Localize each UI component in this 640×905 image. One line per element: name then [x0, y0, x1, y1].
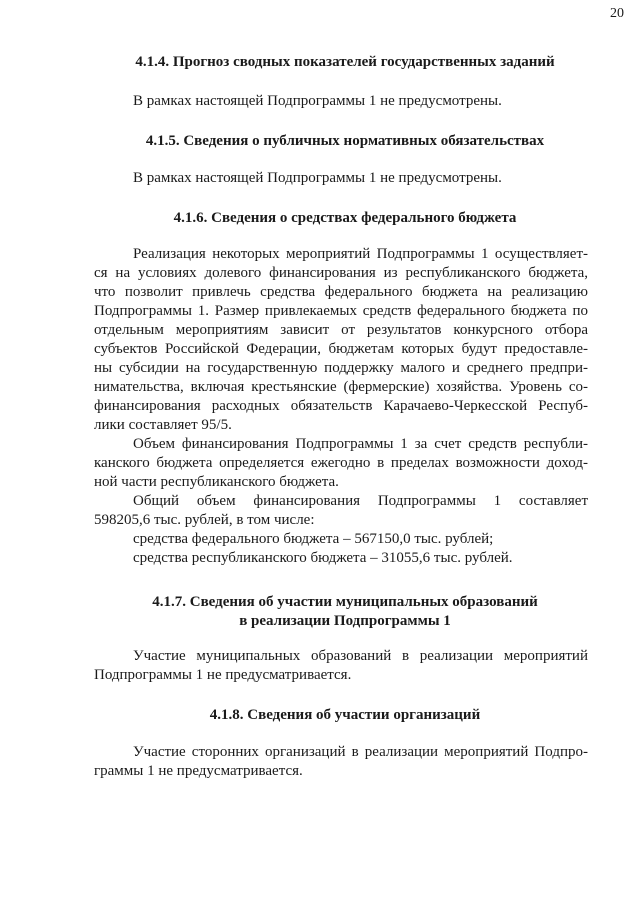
paragraph-line: отдельным мероприятиям зависит от результатов конкурсного отбора — [94, 322, 588, 338]
paragraph-line: ся на условиях долевого финансирования из республиканского бюджета, — [94, 265, 588, 281]
page-number: 20 — [610, 6, 624, 21]
heading-4-1-7-line2: в реализации Подпрограммы 1 — [239, 613, 451, 629]
paragraph-line: Подпрограммы 1. Размер привлекаемых средств федерального бюджета по — [94, 303, 588, 319]
paragraph-line: Общий объем финансирования Подпрограммы 1 составляет — [133, 493, 588, 509]
paragraph-line: ной части республиканского бюджета. — [94, 474, 339, 490]
text-4-1-7-line: Подпрограммы 1 не предусматривается. — [94, 667, 352, 683]
heading-4-1-8: 4.1.8. Сведения об участии организаций — [209, 707, 481, 723]
federal-budget-line: средства федерального бюджета – 567150,0 тыс. рублей; — [133, 531, 494, 547]
paragraph-line: лики составляет 95/5. — [94, 417, 232, 433]
paragraph-line: Объем финансирования Подпрограммы 1 за счет средств республи- — [133, 436, 588, 452]
paragraph-line: нимательства, включая крестьянские (фермерские) хозяйства. Уровень со- — [94, 379, 588, 395]
paragraph-line: финансирования расходных обязательств Карачаево-Черкесской Респуб- — [94, 398, 588, 414]
heading-4-1-4: 4.1.4. Прогноз сводных показателей государственных заданий — [135, 54, 555, 70]
paragraph-line: 598205,6 тыс. рублей, в том числе: — [94, 512, 315, 528]
text-4-1-8-line: Участие сторонних организаций в реализации мероприятий Подпро- — [133, 744, 588, 760]
paragraph-line: что позволит привлечь средства федерального бюджета на реализацию — [94, 284, 588, 300]
text-4-1-5: В рамках настоящей Подпрограммы 1 не предусмотрены. — [133, 170, 502, 186]
text-4-1-8-line: граммы 1 не предусматривается. — [94, 763, 303, 779]
heading-4-1-7-line1: 4.1.7. Сведения об участии муниципальных образований — [152, 594, 538, 610]
republican-budget-line: средства республиканского бюджета – 31055,6 тыс. рублей. — [133, 550, 513, 566]
heading-4-1-6: 4.1.6. Сведения о средствах федерального бюджета — [173, 210, 517, 226]
paragraph-line: канского бюджета определяется ежегодно в пределах возможности доход- — [94, 455, 588, 471]
paragraph-line: Реализация некоторых мероприятий Подпрограммы 1 осуществляет- — [133, 246, 588, 262]
heading-4-1-5: 4.1.5. Сведения о публичных нормативных обязательствах — [145, 133, 545, 149]
paragraph-line: ны субсидии на государственную поддержку малого и среднего предпри- — [94, 360, 588, 376]
text-4-1-7-line: Участие муниципальных образований в реализации мероприятий — [133, 648, 588, 664]
text-4-1-4: В рамках настоящей Подпрограммы 1 не предусмотрены. — [133, 93, 502, 109]
paragraph-line: субъектов Российской Федерации, бюджетам которых будут предоставле- — [94, 341, 588, 357]
